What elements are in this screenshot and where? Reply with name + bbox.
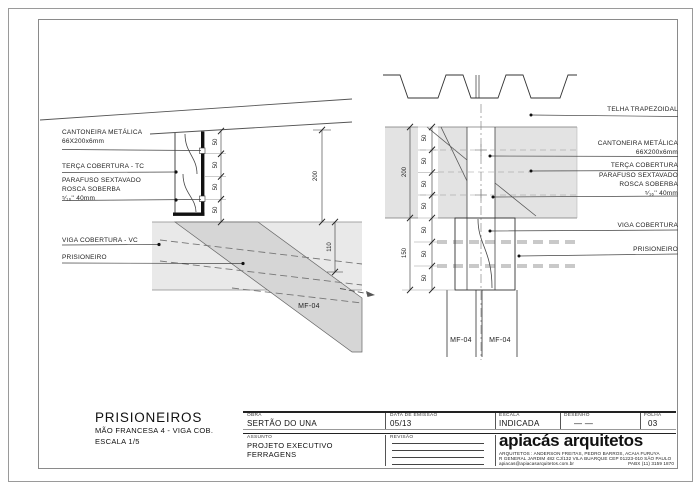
dim-50: 50 [213,183,219,191]
left-mf-tag: MF-04 [298,303,320,310]
dim-50: 50 [422,157,428,164]
dim-50: 50 [213,206,219,214]
right-label-prisioneiro: PRISIONEIRO [633,246,678,253]
dim-50: 50 [422,134,428,142]
dim-50: 50 [422,180,428,187]
titleblock-top-rule [243,411,676,413]
left-bolt-curves [183,134,197,212]
dim-50: 50 [422,202,428,210]
dim-200: 200 [313,171,319,182]
firm-phone: PABX (11) 3159 1870 [628,460,674,466]
right-mf-tag-left: MF-04 [450,337,472,344]
dim-200: 200 [402,167,408,178]
dim-50: 50 [213,161,219,169]
left-label-prisioneiro: PRISIONEIRO [62,254,107,261]
tb-divider [640,413,641,429]
dim-50: 50 [422,226,428,233]
escala-value: INDICADA [499,419,540,428]
sheet-scale-note: ESCALA 1/5 [95,437,140,446]
left-cantoneira-thick-vertical [201,132,204,216]
dim-150: 150 [402,248,408,259]
firm-address: R GENERAL JARDIM 482 CJ/132 VILA BUARQUE CEP 01223-010 SÃO PAULO [499,455,672,461]
titleblock-thin-rule [243,429,676,430]
right-label-parafuso: PARAFUSO SEXTAVADO ROSCA SOBERBA ⁵⁄₁₆'' 40mm [599,172,678,197]
right-label-cantoneira: CANTONEIRA METÁLICA 66X200x6mm [597,140,678,156]
folha-label: FOLHA [644,413,662,418]
firm-email: apiacas@apiacasarquitetos.com.br [499,460,575,466]
right-label-viga: VIGA COBERTURA [617,222,678,229]
dim-50: 50 [422,250,428,257]
rod-direction-arrow [366,291,375,297]
obra-label: OBRA [247,413,262,418]
tb-divider [385,435,386,466]
tb-divider [385,413,386,429]
revisao-rule [392,443,484,444]
emissao-value: 05/13 [390,419,412,428]
assunto-value-2: FERRAGENS [247,450,297,459]
revisao-rule [392,450,484,451]
revisao-label: REVISÃO [390,435,414,440]
left-label-parafuso: PARAFUSO SEXTAVADO ROSCA SOBERBA ⁵⁄₁₆'' 40mm [62,177,141,202]
tb-divider [560,413,561,429]
left-label-cantoneira: CANTONEIRA METÁLICA 66X200x6mm [62,129,143,145]
left-label-viga: VIGA COBERTURA - VC [62,237,138,244]
telha-profile [383,75,577,98]
desenho-label: DESENHO [564,413,590,418]
assunto-value-1: PROJETO EXECUTIVO [247,441,333,450]
firm-info [499,452,674,467]
dim-110: 110 [327,242,333,252]
revisao-rule [392,464,484,465]
right-label-telha: TELHA TRAPEZOIDAL [607,106,678,113]
obra-value: SERTÃO DO UNA [247,419,317,428]
dim-50: 50 [422,274,428,281]
firm-logo: apiacás arquitetos [499,431,643,450]
folha-value: 03 [648,419,658,428]
sheet-subtitle: MÃO FRANCESA 4 - VIGA COB. [95,426,214,435]
escala-label: ESCALA [499,413,520,418]
emissao-label: DATA DE EMISSÃO [390,413,438,418]
dim-50: 50 [213,138,219,146]
sheet-title: PRISIONEIROS [95,410,203,425]
desenho-value: — — [574,419,594,428]
revisao-rule [392,457,484,458]
tb-divider [495,413,496,429]
assunto-label: ASSUNTO [247,435,273,440]
firm-team: ARQUITETOS : ANDERSON FREITAS, PEDRO BARROS, ACAIA FURUYA [499,451,660,456]
right-mf-tag-right: MF-04 [489,337,511,344]
left-label-terca: TERÇA COBERTURA - TC [62,163,145,170]
tb-divider [495,435,496,466]
right-rod-lines [447,290,517,357]
left-cantoneira-thick-bottom [173,213,205,216]
right-label-terca: TERÇA COBERTURA [610,162,678,169]
